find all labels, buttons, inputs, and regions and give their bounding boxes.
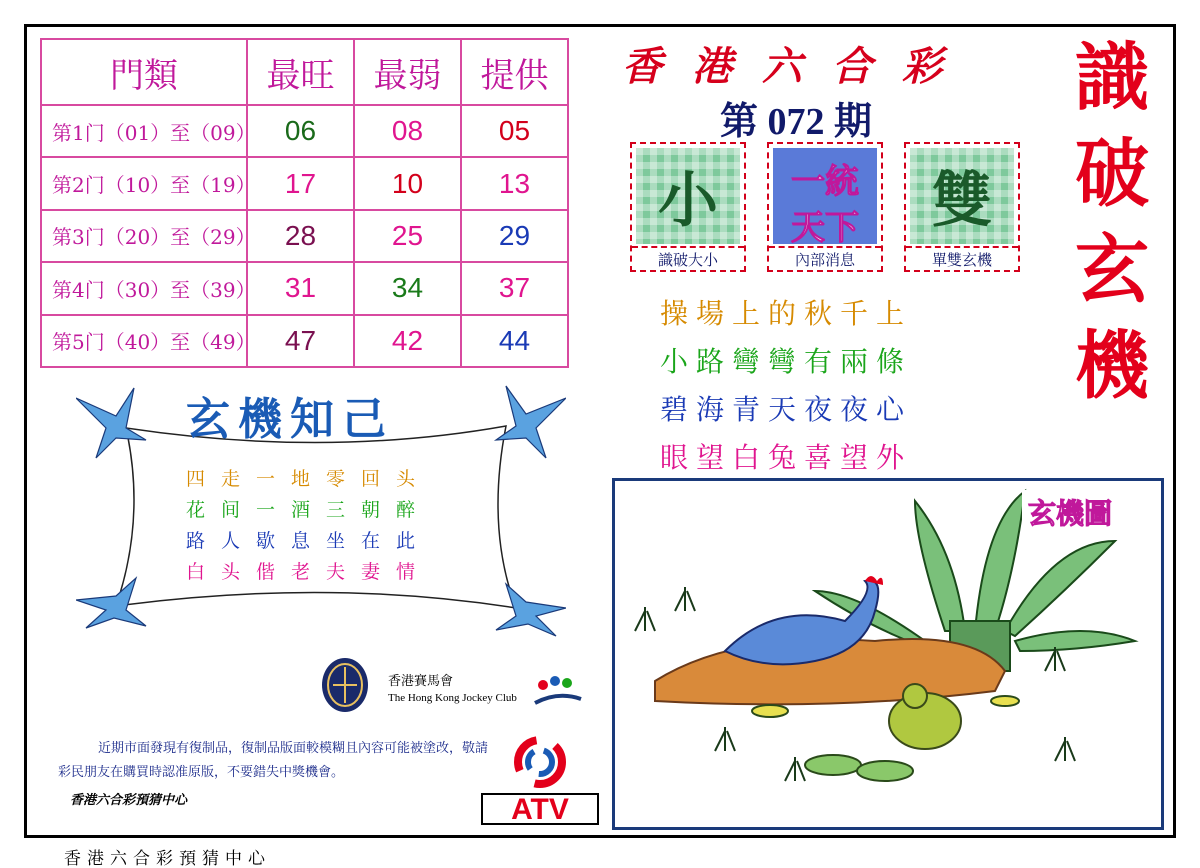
table-header-row <box>41 39 568 105</box>
table-row <box>41 105 568 157</box>
number-cell: 42 <box>354 315 461 367</box>
poem-right <box>660 290 912 482</box>
number-cell: 28 <box>247 210 354 262</box>
footer-text: 香港六合彩預猜中心 <box>64 849 271 868</box>
signature: 香港六合彩預猜中心 <box>70 793 188 808</box>
numbers-table <box>40 38 569 368</box>
tile-image <box>773 148 877 248</box>
tile-glyph-bottom: 天下 <box>791 208 859 248</box>
number-cell: 44 <box>461 315 568 367</box>
number-cell: 29 <box>461 210 568 262</box>
tile-size-hint <box>630 142 746 272</box>
tile-glyph-top: 一統 <box>791 162 859 202</box>
row-label: 第2门（10）至（19） <box>41 157 247 209</box>
number-cell: 06 <box>247 105 354 157</box>
side-title-char: 識 <box>1075 35 1149 121</box>
poem-line: 路人歇息坐在此 <box>186 530 432 552</box>
jockey-club-logo <box>321 657 369 713</box>
tile-odd-even <box>904 142 1020 272</box>
tile-glyph: 雙 <box>932 166 992 236</box>
mark-six-logo <box>533 673 583 711</box>
number-cell: 25 <box>354 210 461 262</box>
number-cell: 47 <box>247 315 354 367</box>
header-hottest: 最旺 <box>247 39 354 105</box>
jockey-club-name-en: The Hong Kong Jockey Club <box>388 692 517 704</box>
number-cell: 31 <box>247 262 354 314</box>
side-title-char: 玄 <box>1075 227 1149 313</box>
tile-caption: 內部消息 <box>769 246 881 270</box>
table-row <box>41 157 568 209</box>
banner-title: 玄機知己 <box>186 394 394 445</box>
tile-caption: 識破大小 <box>632 246 744 270</box>
row-label: 第1门（01）至（09） <box>41 105 247 157</box>
row-label: 第3门（20）至（29） <box>41 210 247 262</box>
tile-glyph: 小 <box>658 166 718 236</box>
header-weakest: 最弱 <box>354 39 461 105</box>
number-cell: 34 <box>354 262 461 314</box>
jockey-club-name-zh: 香港賽馬會 <box>388 674 454 689</box>
poem-line: 白头偕老夫妻情 <box>186 561 432 583</box>
number-cell: 13 <box>461 157 568 209</box>
main-title: 香港六合彩 <box>622 43 972 90</box>
side-title-char: 破 <box>1075 131 1149 217</box>
atv-label: ATV <box>511 793 569 826</box>
header-provided: 提供 <box>461 39 568 105</box>
poem-line: 碧海青天夜夜心 <box>660 393 913 426</box>
row-label: 第5门（40）至（49） <box>41 315 247 367</box>
picture-label: 玄機圖 <box>1022 490 1118 534</box>
banner-poem <box>186 464 431 588</box>
tile-image <box>910 148 1014 244</box>
bird-icon <box>496 386 566 458</box>
table-row <box>41 315 568 367</box>
number-cell: 08 <box>354 105 461 157</box>
atv-logo <box>480 728 600 826</box>
tile-caption: 單雙玄機 <box>906 246 1018 270</box>
row-label: 第4门（30）至（39） <box>41 262 247 314</box>
notice-text: 近期市面發現有復制品，復制品版面較模糊且內容可能被塗改，敬請彩民朋友在購買時認准原版，不要錯失中獎機會。 <box>58 741 489 780</box>
tile-image <box>636 148 740 244</box>
table-row <box>41 210 568 262</box>
table-body <box>41 105 568 367</box>
poem-line: 花间一酒三朝醉 <box>186 499 432 521</box>
side-title <box>1062 30 1162 414</box>
number-cell: 37 <box>461 262 568 314</box>
issue-number: 第 072 期 <box>720 101 873 143</box>
poem-line: 四走一地零回头 <box>186 468 432 490</box>
table-row <box>41 262 568 314</box>
number-cell: 17 <box>247 157 354 209</box>
poem-line: 眼望白兔喜望外 <box>660 441 913 474</box>
poem-line: 操場上的秋千上 <box>660 297 913 330</box>
number-cell: 05 <box>461 105 568 157</box>
side-title-char: 機 <box>1075 323 1149 409</box>
tile-insider-info <box>767 142 883 272</box>
header-category: 門類 <box>41 39 247 105</box>
poem-line: 小路彎彎有兩條 <box>660 345 913 378</box>
number-cell: 10 <box>354 157 461 209</box>
